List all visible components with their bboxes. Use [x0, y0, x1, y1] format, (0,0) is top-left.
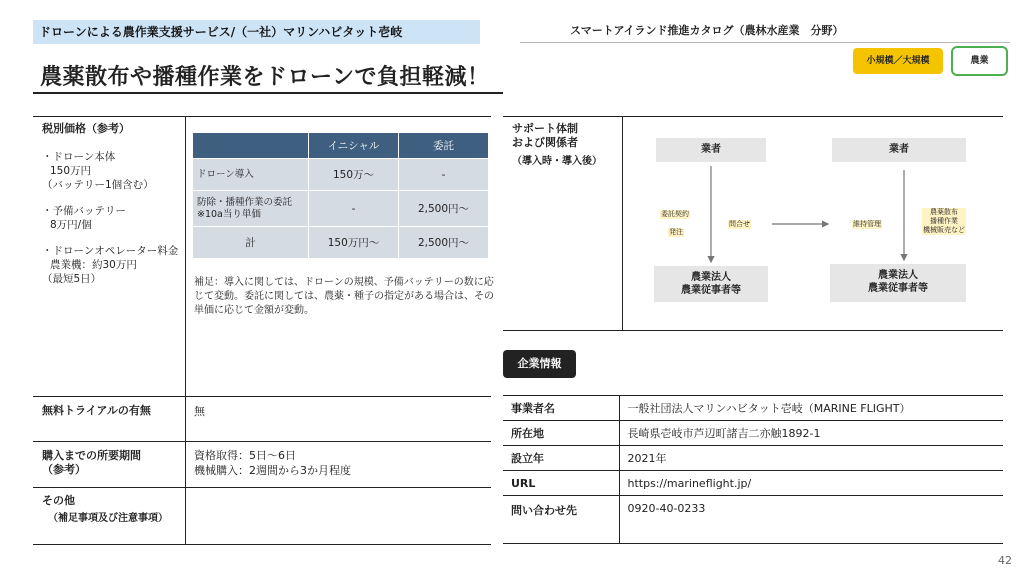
table-header [193, 133, 309, 159]
company-info-badge: 企業情報 [503, 350, 576, 378]
price-item [42, 192, 178, 204]
company-value: 0920-40-0233 [619, 496, 1003, 544]
inquiry-note: 問合せ [729, 220, 750, 228]
title-underline [33, 92, 503, 94]
table-row [503, 496, 1003, 544]
price-item: ・予備バッテリー [42, 205, 126, 217]
price-list [42, 150, 178, 286]
table-cell: 防除・播種作業の委託 ※10a当り単価 [193, 191, 309, 227]
company-table [503, 395, 1003, 544]
table-cell: 2,500円～ [399, 227, 489, 259]
page-number: 42 [998, 554, 1012, 567]
vendor-box-left: 業者 [656, 138, 766, 162]
table-row [503, 396, 1003, 421]
price-item: 8万円/個 [50, 219, 92, 231]
period-label: 購入までの所要期間 [42, 449, 141, 462]
table-row [193, 159, 489, 191]
services-note: 農薬散布 播種作業 機械販売など [923, 208, 965, 234]
period-value: 資格取得：5日～6日 [194, 449, 296, 462]
service-tag: ドローンによる農作業支援サービス/（一社）マリンハビタット壱岐 [33, 20, 480, 44]
price-item [42, 232, 178, 244]
trial-value: 無 [194, 405, 205, 418]
price-table [192, 132, 489, 259]
support-label: サポート体制 [512, 122, 578, 135]
grid-line [503, 116, 1003, 117]
table-cell: 計 [193, 227, 309, 259]
company-key: 所在地 [503, 421, 619, 446]
vendor-box-right: 業者 [832, 138, 966, 162]
price-note: 補足：導入に関しては、ドローンの規模、予備バッテリーの数に応じて変動。委託に関しては、農薬・種子の指定がある場合は、その単価に応じて金額が変動。 [194, 277, 494, 316]
table-header-row [193, 133, 489, 159]
table-cell: - [309, 191, 399, 227]
period-sub: （参考） [42, 463, 86, 476]
farm-box-line: 農業従事者等 [868, 283, 928, 294]
company-value: 2021年 [619, 446, 1003, 471]
company-url[interactable]: https://marineflight.jp/ [619, 471, 1003, 496]
farm-box-line: 農業法人 [878, 270, 918, 281]
grid-line [33, 396, 491, 397]
grid-line [33, 544, 491, 545]
table-row [193, 191, 489, 227]
other-label: その他 [42, 494, 75, 507]
support-sub: （導入時・導入後） [512, 156, 602, 167]
price-item: ・ドローンオペレーター料金 [42, 245, 179, 257]
table-cell: 150万～ [309, 159, 399, 191]
grid-line [503, 330, 1003, 331]
farm-box-line: 農業従事者等 [681, 285, 741, 296]
table-cell: ドローン導入 [193, 159, 309, 191]
grid-line [33, 441, 491, 442]
maintenance-note: 維持管理 [853, 220, 881, 228]
table-cell: 2,500円～ [399, 191, 489, 227]
price-label: 税別価格（参考） [42, 122, 130, 135]
company-value: 長崎県壱岐市芦辺町諸吉二亦触1892-1 [619, 421, 1003, 446]
catalog-divider [520, 42, 1010, 43]
category-badge: 農業 [951, 46, 1008, 76]
table-row [193, 227, 489, 259]
company-key: URL [503, 471, 619, 496]
table-cell: - [399, 159, 489, 191]
price-item: （最短5日） [42, 273, 102, 285]
grid-line [185, 116, 186, 544]
table-header: イニシャル [309, 133, 399, 159]
table-row [503, 421, 1003, 446]
farm-box-line: 農業法人 [691, 272, 731, 283]
company-value: 一般社団法人マリンハビタット壱岐（MARINE FLIGHT） [619, 396, 1003, 421]
trial-label: 無料トライアルの有無 [42, 404, 151, 417]
farm-box-left [654, 266, 768, 302]
contract-note: 委託契約 [661, 210, 689, 218]
price-item: 150万円 [50, 165, 92, 177]
support-label-2: および関係者 [512, 136, 578, 149]
table-row [503, 471, 1003, 496]
table-header: 委託 [399, 133, 489, 159]
company-key: 設立年 [503, 446, 619, 471]
table-row [503, 446, 1003, 471]
price-item: 農業機：約30万円 [50, 259, 137, 271]
grid-line [33, 116, 491, 117]
other-sub: （補足事項及び注意事項） [48, 513, 168, 524]
size-badge: 小規模／大規模 [853, 48, 943, 74]
company-key: 問い合わせ先 [503, 496, 619, 544]
table-cell: 150万円～ [309, 227, 399, 259]
grid-line [33, 487, 491, 488]
catalog-title: スマートアイランド推進カタログ（農林水産業 分野） [570, 24, 844, 37]
company-key: 事業者名 [503, 396, 619, 421]
page-title: 農薬散布や播種作業をドローンで負担軽減！ [40, 65, 490, 90]
price-item: ・ドローン本体 [42, 151, 116, 163]
period-value: 機械購入：2週間から3か月程度 [194, 464, 351, 477]
price-item: （バッテリー1個含む） [42, 179, 154, 191]
order-note: 発注 [669, 228, 683, 236]
